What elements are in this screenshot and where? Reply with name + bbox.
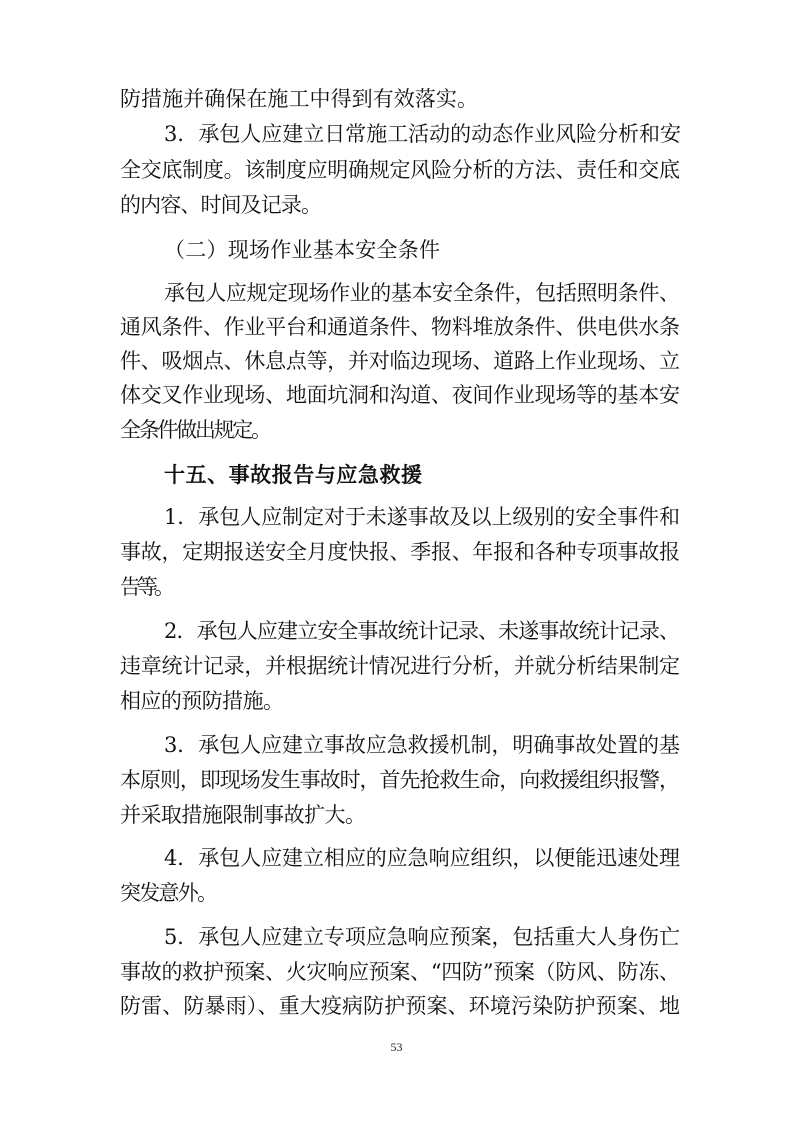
line-text: 相应的预防措施。	[120, 689, 284, 713]
text-line	[0, 760, 793, 800]
line-text: 全交底制度。该制度应明确规定风险分析的方法、责任和交底	[120, 158, 680, 182]
line-text: （二）现场作业基本安全条件	[164, 238, 441, 262]
line-text: 十五、事故报告与应急救援	[164, 463, 423, 487]
line-text: 3．承包人应建立日常施工活动的动态作业风险分析和安	[164, 122, 681, 146]
line-text: 防措施并确保在施工中得到有效落实。	[120, 87, 479, 111]
text-line	[0, 567, 793, 607]
line-text: 防雷、防暴雨）、重大疫病防护预案、环境污染防护预案、地	[120, 994, 681, 1018]
text-line	[0, 986, 793, 1026]
section-heading	[0, 455, 793, 495]
line-text: 违章统计记录，并根据统计情况进行分析，并就分析结果制定	[120, 654, 680, 678]
line-text: 4．承包人应建立相应的应急响应组织，以便能迅速处理	[164, 846, 680, 870]
line-text: 本原则，即现场发生事故时，首先抢救生命，向救援组织报警，	[120, 768, 679, 792]
text-line	[0, 681, 793, 721]
text-line	[0, 410, 793, 450]
subsection-heading	[0, 230, 793, 270]
text-line	[0, 795, 793, 835]
text-line	[0, 646, 793, 686]
text-line	[0, 532, 793, 572]
line-text: 承包人应规定现场作业的基本安全条件，包括照明条件、	[164, 281, 680, 305]
line-text: 事故的救护预案、火灾响应预案、“四防”预案（防风、防冻、	[120, 960, 680, 984]
text-line	[0, 150, 793, 190]
text-line	[0, 185, 793, 225]
page-number: 53	[390, 1040, 403, 1054]
line-text: 并采取措施限制事故扩大。	[120, 803, 366, 827]
line-text: 告等。	[120, 575, 171, 599]
text-line	[0, 725, 793, 765]
line-text: 全条件做出规定。	[120, 418, 270, 442]
text-line	[0, 497, 793, 537]
text-line	[0, 917, 793, 957]
line-text: 突发意外。	[120, 881, 217, 905]
text-line	[0, 114, 793, 154]
text-line	[0, 838, 793, 878]
line-text: 3．承包人应建立事故应急救援机制，明确事故处置的基	[164, 733, 680, 757]
text-line	[0, 611, 793, 651]
line-text: 的内容、时间及记录。	[120, 193, 322, 217]
line-text: 通风条件、作业平台和通道条件、物料堆放条件、供电供水条	[120, 315, 680, 339]
text-line	[0, 375, 793, 415]
text-line	[0, 79, 793, 119]
text-line	[0, 873, 793, 913]
line-text: 5．承包人应建立专项应急响应预案，包括重大人身伤亡	[164, 925, 680, 949]
line-text: 1．承包人应制定对于未遂事故及以上级别的安全事件和	[164, 505, 680, 529]
line-text: 2．承包人应建立安全事故统计记录、未遂事故统计记录、	[164, 619, 680, 643]
line-text: 体交叉作业现场、地面坑洞和沟道、夜间作业现场等的基本安	[120, 383, 680, 407]
line-text: 件、吸烟点、休息点等，并对临边现场、道路上作业现场、立	[120, 349, 680, 373]
line-text: 事故，定期报送安全月度快报、季报、年报和各种专项事故报	[120, 540, 680, 564]
